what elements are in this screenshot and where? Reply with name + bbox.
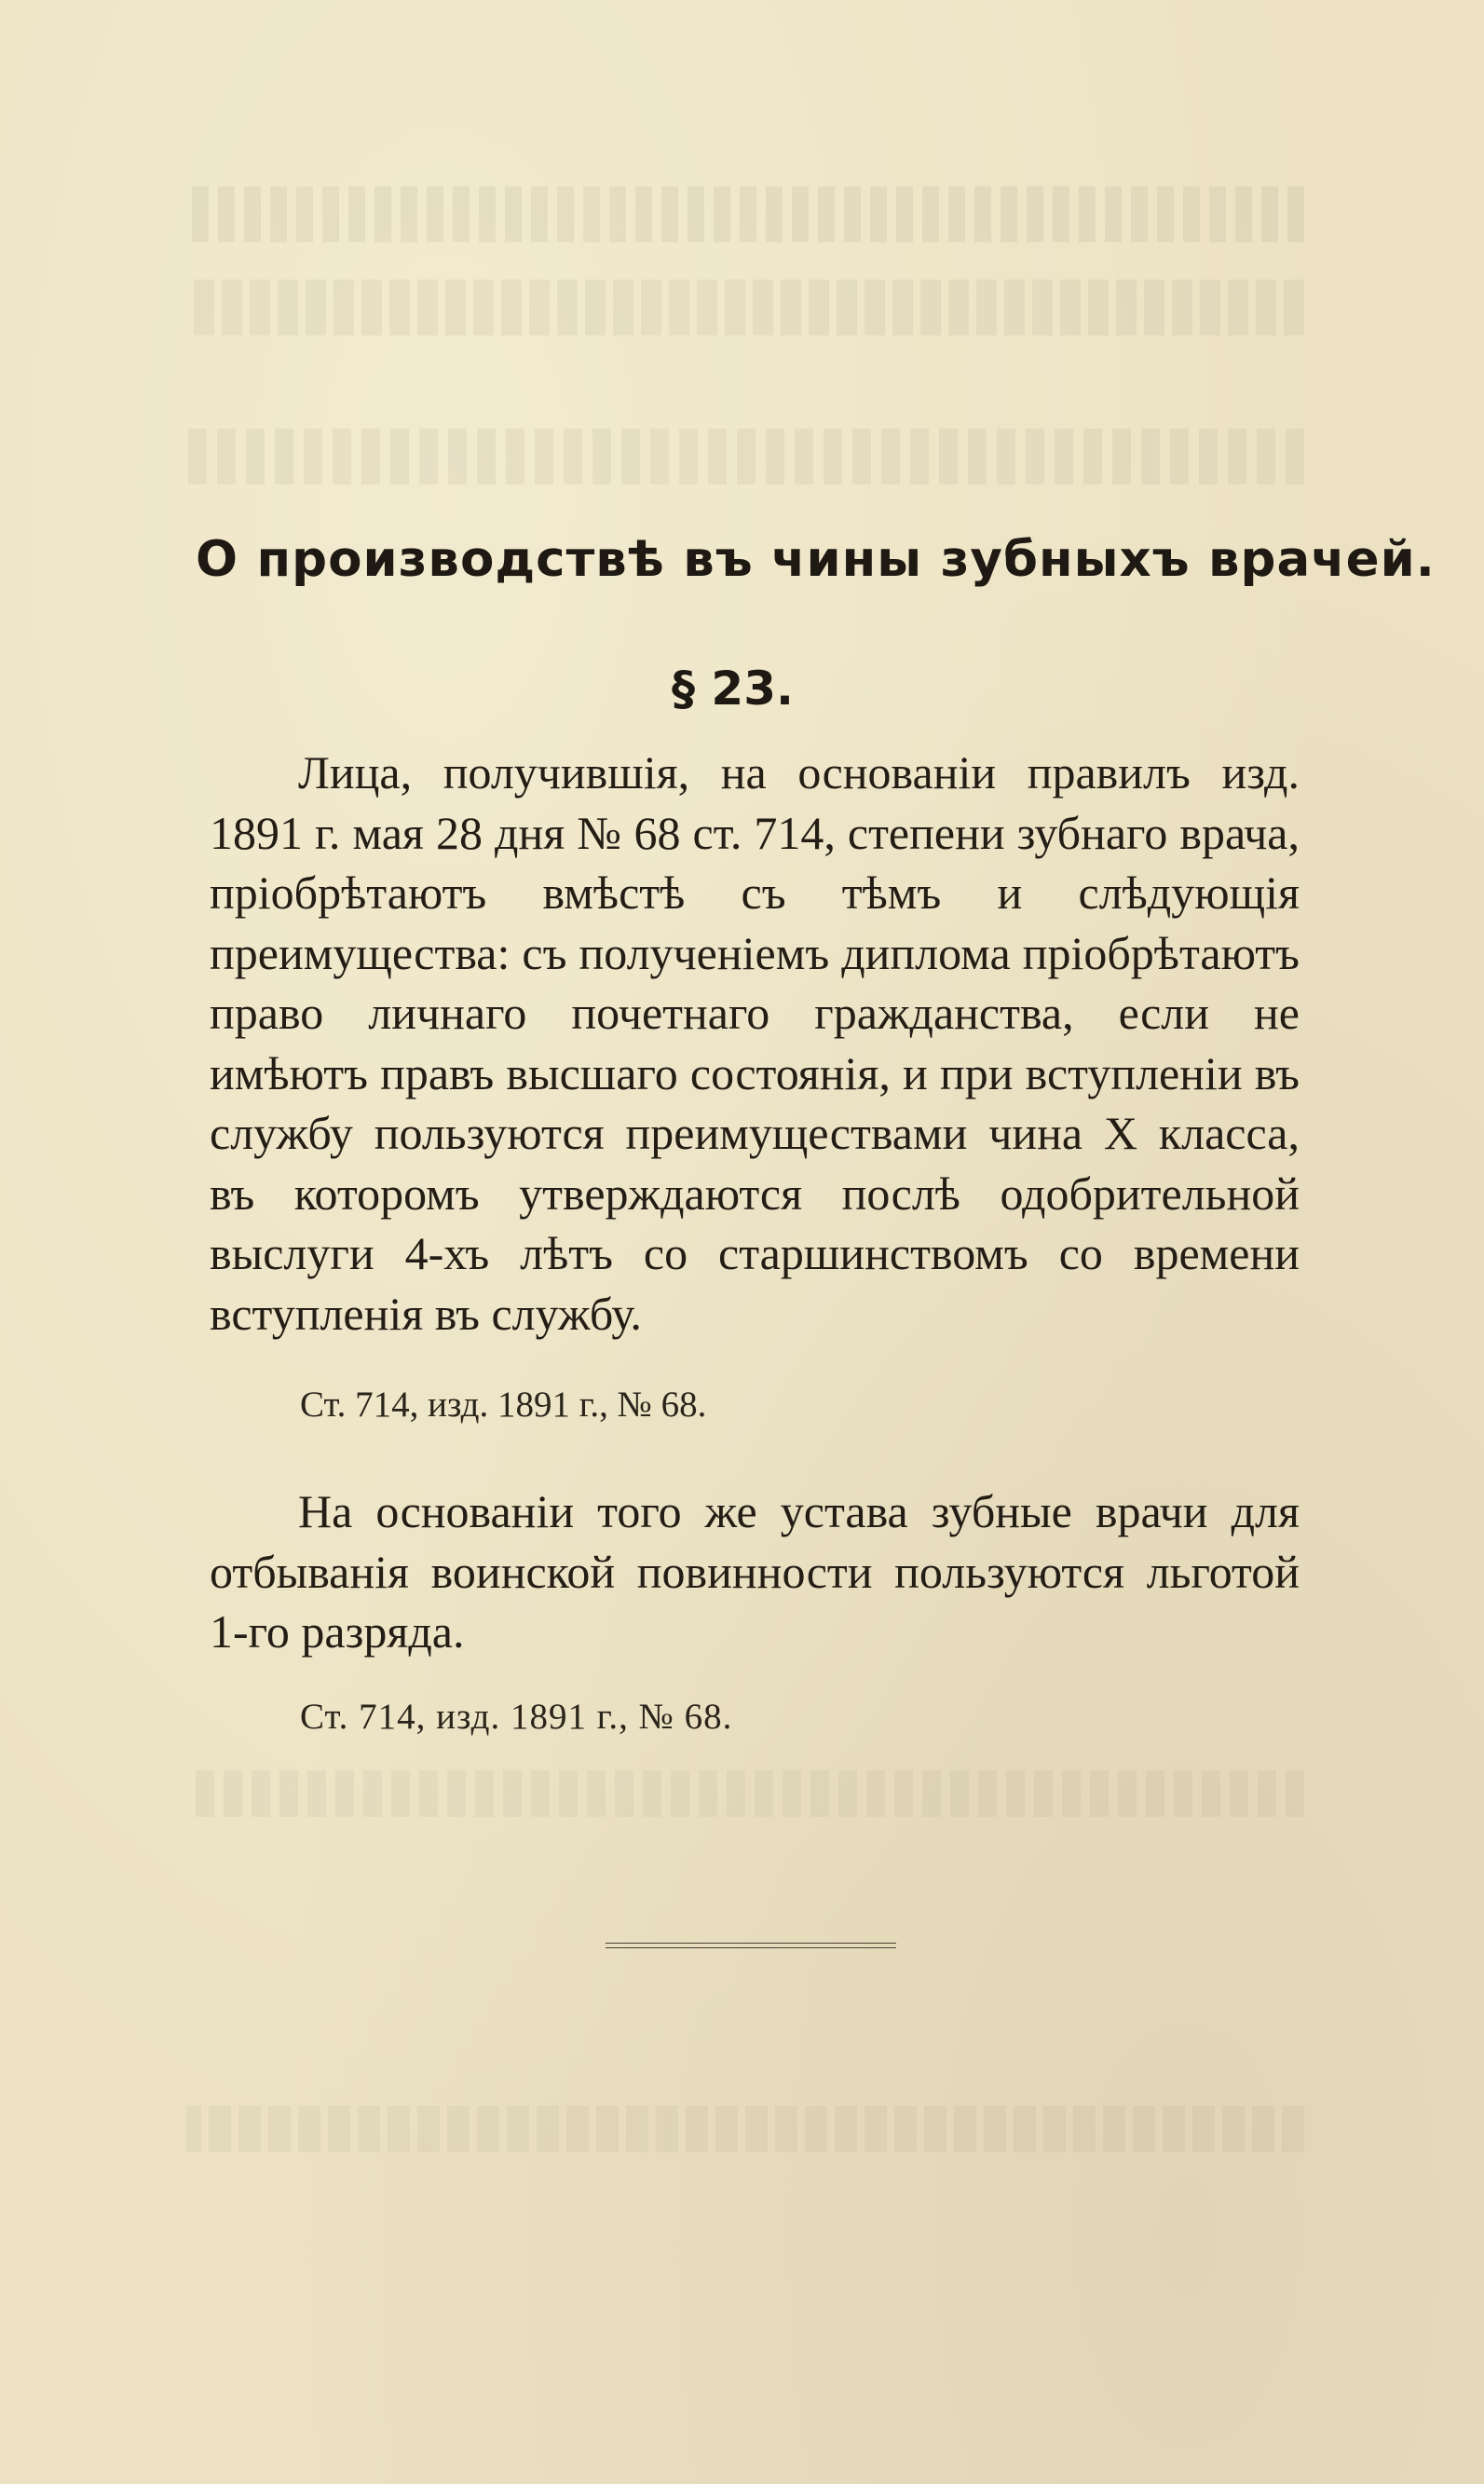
end-rule-divider	[606, 1943, 896, 1948]
bleed-through-texture	[186, 280, 1304, 335]
citation-2: Ст. 714, изд. 1891 г., № 68.	[300, 1697, 733, 1737]
bleed-through-texture	[186, 2106, 1304, 2152]
section-number: § 23.	[672, 662, 794, 716]
page-heading: О производствѣ въ чины зубныхъ врачей.	[196, 531, 1436, 588]
bleed-through-texture	[186, 186, 1304, 242]
citation-1: Ст. 714, изд. 1891 г., № 68.	[300, 1385, 707, 1425]
paragraph-2: На основаніи того же устава зубные врачи для отбыванія воинской повинности пользуются льготой 1-го разряда.	[210, 1485, 1300, 1658]
paragraph-1: Лица, получившія, на основаніи правилъ изд. 1891 г. мая 28 дня № 68 ст. 714, степени зубнаго врача, пріобрѣтаютъ вмѣстѣ съ тѣмъ и слѣдующія преимущества: съ полученіемъ диплома пріобрѣтаютъ право личнаго почетнаго гражданства, если не имѣютъ правъ высшаго состоянія, и при вступленіи въ службу пользуются преимуществами чина X класса, въ которомъ утверждаются послѣ одобрительной выслуги 4-хъ лѣтъ со старшинствомъ со времени вступленія въ службу.	[210, 746, 1300, 1340]
bleed-through-texture	[186, 429, 1304, 485]
bleed-through-texture	[186, 1770, 1304, 1817]
